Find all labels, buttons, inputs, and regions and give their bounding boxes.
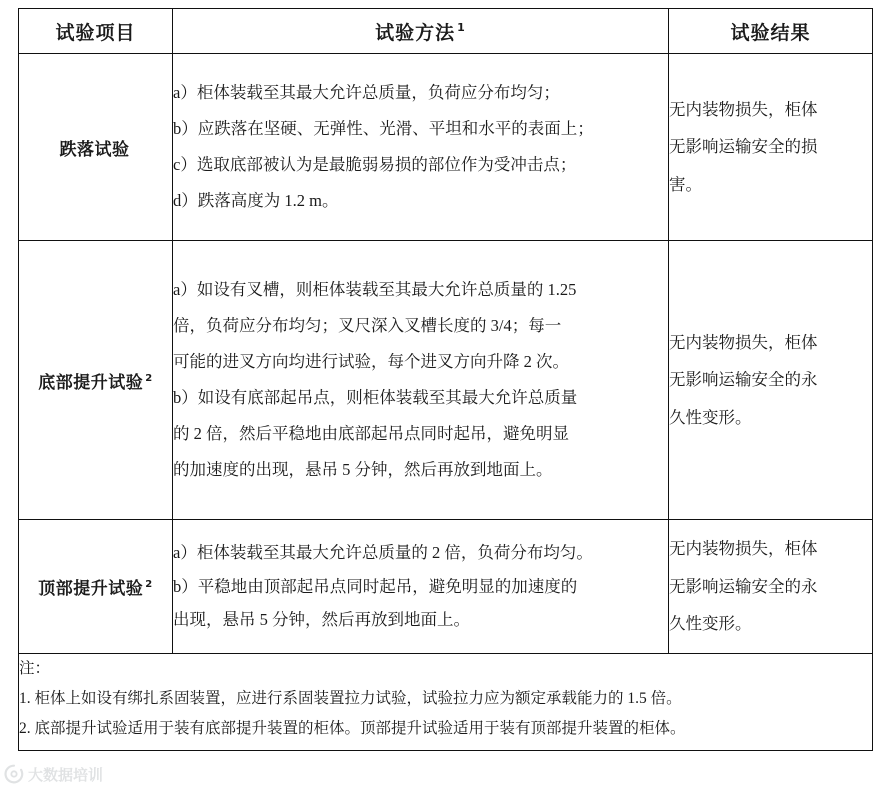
note-line: 2. 底部提升试验适用于装有底部提升装置的柜体。顶部提升试验适用于装有顶部提升装置的柜体。 (19, 720, 686, 738)
notes-title: 注： (19, 660, 51, 677)
watermark (4, 762, 136, 786)
watermark-text: 大数据培训 (28, 765, 104, 784)
table-row-top-lift-test (19, 520, 873, 654)
table-row-notes (19, 654, 873, 751)
test-method-line: 出现，悬吊 5 分钟，然后再放到地面上。 (173, 610, 470, 630)
test-method-line: b）平稳地由顶部起吊点同时起吊，避免明显的加速度的 (173, 576, 578, 596)
test-result-cell-bottom-lift (669, 241, 873, 520)
column-header-test-item (19, 9, 173, 54)
test-method-line: b）应跌落在坚硬、无弹性、光滑、平坦和水平的表面上； (173, 119, 594, 139)
test-method-line: 可能的进叉方向均进行试验，每个进叉方向升降 2 次。 (173, 352, 569, 372)
test-result-cell-top-lift (669, 520, 873, 654)
test-item-cell-top-lift (19, 520, 173, 654)
test-result-line: 久性变形。 (669, 407, 752, 427)
test-method-line: a）柜体装载至其最大允许总质量，负荷应分布均匀； (173, 83, 560, 103)
test-result-line: 久性变形。 (669, 614, 752, 634)
test-method-line: a）如设有叉槽，则柜体装载至其最大允许总质量的 1.25 (173, 280, 577, 300)
test-item-cell-drop (19, 54, 173, 241)
test-method-line: 的加速度的出现，悬吊 5 分钟，然后再放到地面上。 (173, 459, 553, 479)
test-method-cell-top-lift (173, 520, 669, 654)
test-item-label-bottom-lift: 底部提升试验 (38, 372, 144, 393)
watermark-logo-icon (4, 764, 24, 784)
test-item-label-drop: 跌落试验 (59, 139, 130, 160)
column-header-test-method-footnote-marker: 1 (457, 21, 466, 35)
test-item-footnote-marker-top-lift: 2 (145, 579, 153, 591)
test-result-line: 无影响运输安全的永 (669, 576, 818, 596)
test-result-cell-drop (669, 54, 873, 241)
test-method-line: b）如设有底部起吊点，则柜体装载至其最大允许总质量 (173, 388, 578, 407)
table-body (19, 54, 873, 751)
test-result-line: 无影响运输安全的永 (669, 370, 818, 390)
column-header-test-method-label: 试验方法 (375, 21, 456, 44)
table-row-bottom-lift-test (19, 241, 873, 520)
test-method-line: a）柜体装载至其最大允许总质量的 2 倍，负荷分布均匀。 (173, 542, 593, 562)
test-result-line: 害。 (669, 174, 702, 194)
test-method-line: 的 2 倍，然后平稳地由底部起吊点同时起吊，避免明显 (173, 423, 569, 443)
test-method-cell-drop (173, 54, 669, 241)
test-method-line: d）跌落高度为 1.2 m。 (173, 190, 339, 210)
test-result-line: 无内装物损失，柜体 (669, 539, 818, 559)
table-header (19, 9, 873, 54)
notes-cell (19, 654, 873, 751)
test-result-line: 无影响运输安全的损 (669, 137, 818, 157)
test-item-label-top-lift: 顶部提升试验 (38, 579, 144, 599)
table-row-drop-test (19, 54, 873, 241)
column-header-test-item-label: 试验项目 (55, 21, 136, 44)
test-method-cell-bottom-lift (173, 241, 669, 520)
column-header-test-result (669, 9, 873, 54)
test-result-line: 无内装物损失，柜体 (669, 99, 818, 119)
test-item-footnote-marker-bottom-lift: 2 (145, 372, 153, 384)
test-result-line: 无内装物损失，柜体 (669, 332, 818, 352)
test-specification-table (18, 8, 873, 751)
note-line: 1. 柜体上如设有绑扎系固装置，应进行系固装置拉力试验，试验拉力应为额定承载能力的 1.5 倍。 (19, 690, 682, 708)
column-header-test-result-label: 试验结果 (730, 21, 811, 44)
test-item-cell-bottom-lift (19, 241, 173, 520)
table-header-row (19, 9, 873, 54)
column-header-test-method (173, 9, 669, 54)
test-method-line: 倍，负荷应分布均匀；叉尺深入叉槽长度的 3/4；每一 (173, 316, 562, 336)
test-method-line: c）选取底部被认为是最脆弱易损的部位作为受冲击点； (173, 155, 577, 174)
